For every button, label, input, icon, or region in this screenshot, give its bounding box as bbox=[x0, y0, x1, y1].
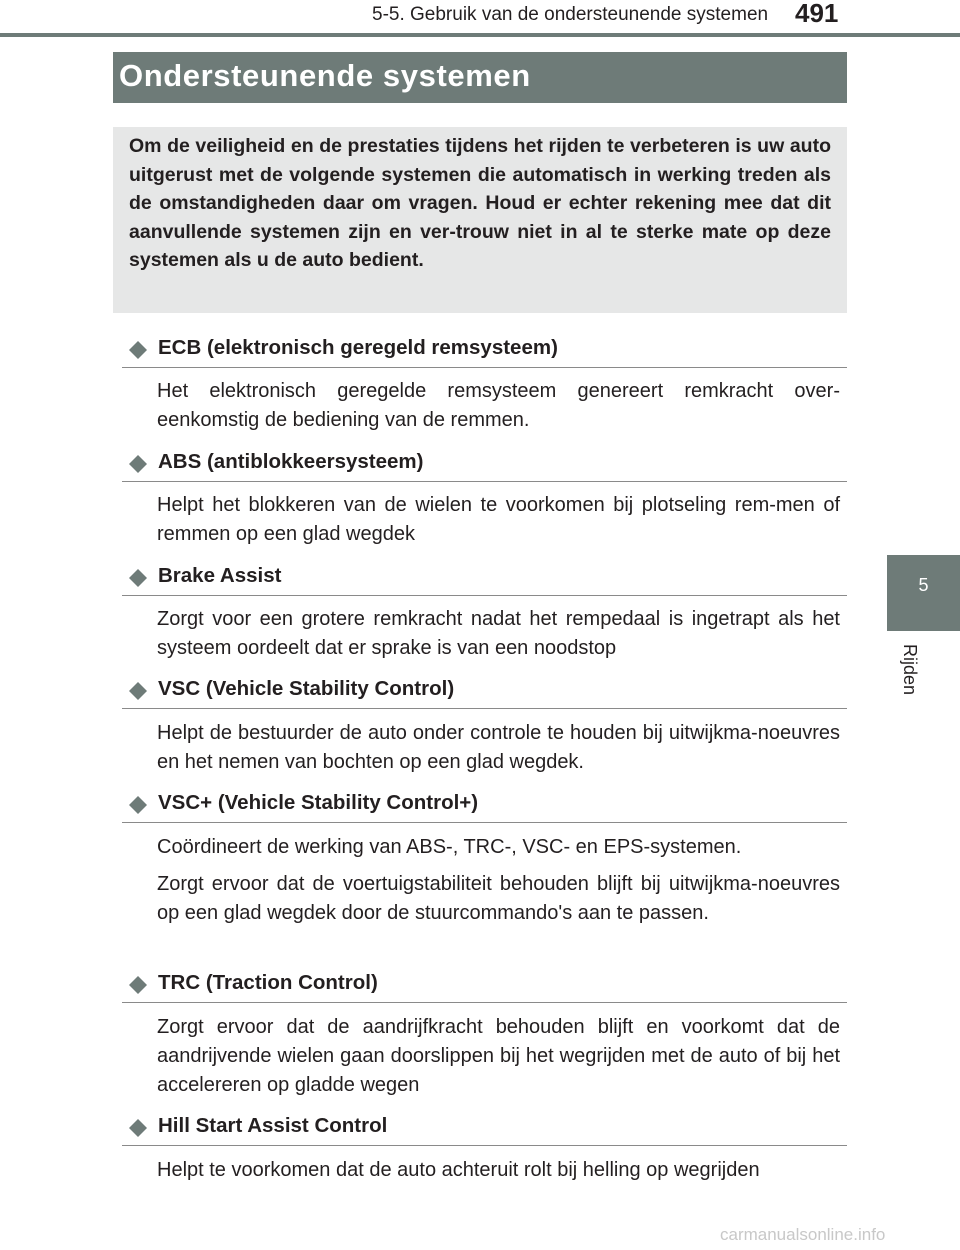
section-paragraph: Helpt te voorkomen dat de auto achteruit rolt bij helling op wegrijden bbox=[157, 1159, 760, 1181]
diamond-icon bbox=[129, 341, 147, 359]
section-heading-text: Hill Start Assist Control bbox=[158, 1114, 388, 1137]
section-heading-text: VSC+ (Vehicle Stability Control+) bbox=[158, 791, 479, 814]
section-heading bbox=[122, 449, 847, 482]
diamond-icon bbox=[129, 569, 147, 587]
section-heading bbox=[122, 335, 847, 368]
diamond-icon bbox=[129, 1119, 147, 1137]
section-heading bbox=[122, 676, 847, 709]
section-heading bbox=[122, 790, 847, 823]
section-heading-text: ABS (antiblokkeersysteem) bbox=[158, 450, 424, 473]
section-heading bbox=[122, 970, 847, 1003]
section-heading bbox=[122, 563, 847, 596]
section-paragraph: Zorgt ervoor dat de aandrijfkracht behouden blijft en voorkomt dat de aandrijvende wielen gaan doorslippen bij het wegrijden met de auto of bij het accelereren op gladde wegen bbox=[157, 1016, 840, 1096]
running-header-title: 5-5. Gebruik van de ondersteunende systemen bbox=[372, 4, 769, 25]
section-heading bbox=[122, 1113, 847, 1146]
intro-text: Om de veiligheid en de prestaties tijdens het rijden te verbeteren is uw auto uitgerust met de volgende systemen die automatisch in werking treden als de omstandigheden daar om vragen. Houd er echter rekening mee dat dit aanvullende systemen zijn en ver-trouw niet in al te sterke mate op deze systemen als u de auto bedient. bbox=[129, 135, 831, 272]
intro-box bbox=[113, 127, 847, 313]
header-rule bbox=[0, 33, 960, 37]
section-heading-text: TRC (Traction Control) bbox=[158, 971, 378, 994]
watermark: carmanualsonline.info bbox=[720, 1225, 886, 1244]
chapter-tab[interactable] bbox=[887, 555, 960, 631]
diamond-icon bbox=[129, 455, 147, 473]
chapter-number: 5 bbox=[918, 575, 929, 595]
section-paragraph: Zorgt voor een grotere remkracht nadat het rempedaal is ingetrapt als het systeem oordeelt dat er sprake is van een noodstop bbox=[157, 608, 840, 659]
page-number: 491 bbox=[795, 0, 839, 28]
chapter-label-container bbox=[900, 644, 920, 704]
section-paragraph: Helpt de bestuurder de auto onder controle te houden bij uitwijkma-noeuvres en het nemen van bochten op een glad wegdek. bbox=[157, 722, 840, 773]
diamond-icon bbox=[129, 796, 147, 814]
page-title: Ondersteunende systemen bbox=[119, 58, 531, 93]
section-heading-text: Brake Assist bbox=[158, 564, 282, 587]
section-heading-text: VSC (Vehicle Stability Control) bbox=[158, 677, 455, 700]
section-paragraph: Helpt het blokkeren van de wielen te voorkomen bij plotseling rem-men of remmen op een glad wegdek bbox=[157, 494, 840, 545]
section-paragraph: Het elektronisch geregelde remsysteem genereert remkracht over-eenkomstig de bediening van de remmen. bbox=[157, 380, 840, 431]
section-heading-text: ECB (elektronisch geregeld remsysteem) bbox=[158, 336, 558, 359]
chapter-label: Rijden bbox=[900, 644, 920, 696]
diamond-icon bbox=[129, 682, 147, 700]
diamond-icon bbox=[129, 976, 147, 994]
section-paragraph: Coördineert de werking van ABS-, TRC-, VSC- en EPS-systemen. bbox=[157, 836, 742, 858]
page-title-bar bbox=[113, 52, 847, 103]
section-paragraph: Zorgt ervoor dat de voertuigstabiliteit behouden blijft bij uitwijkma-noeuvres op een glad wegdek door de stuurcommando's aan te passen. bbox=[157, 873, 840, 924]
